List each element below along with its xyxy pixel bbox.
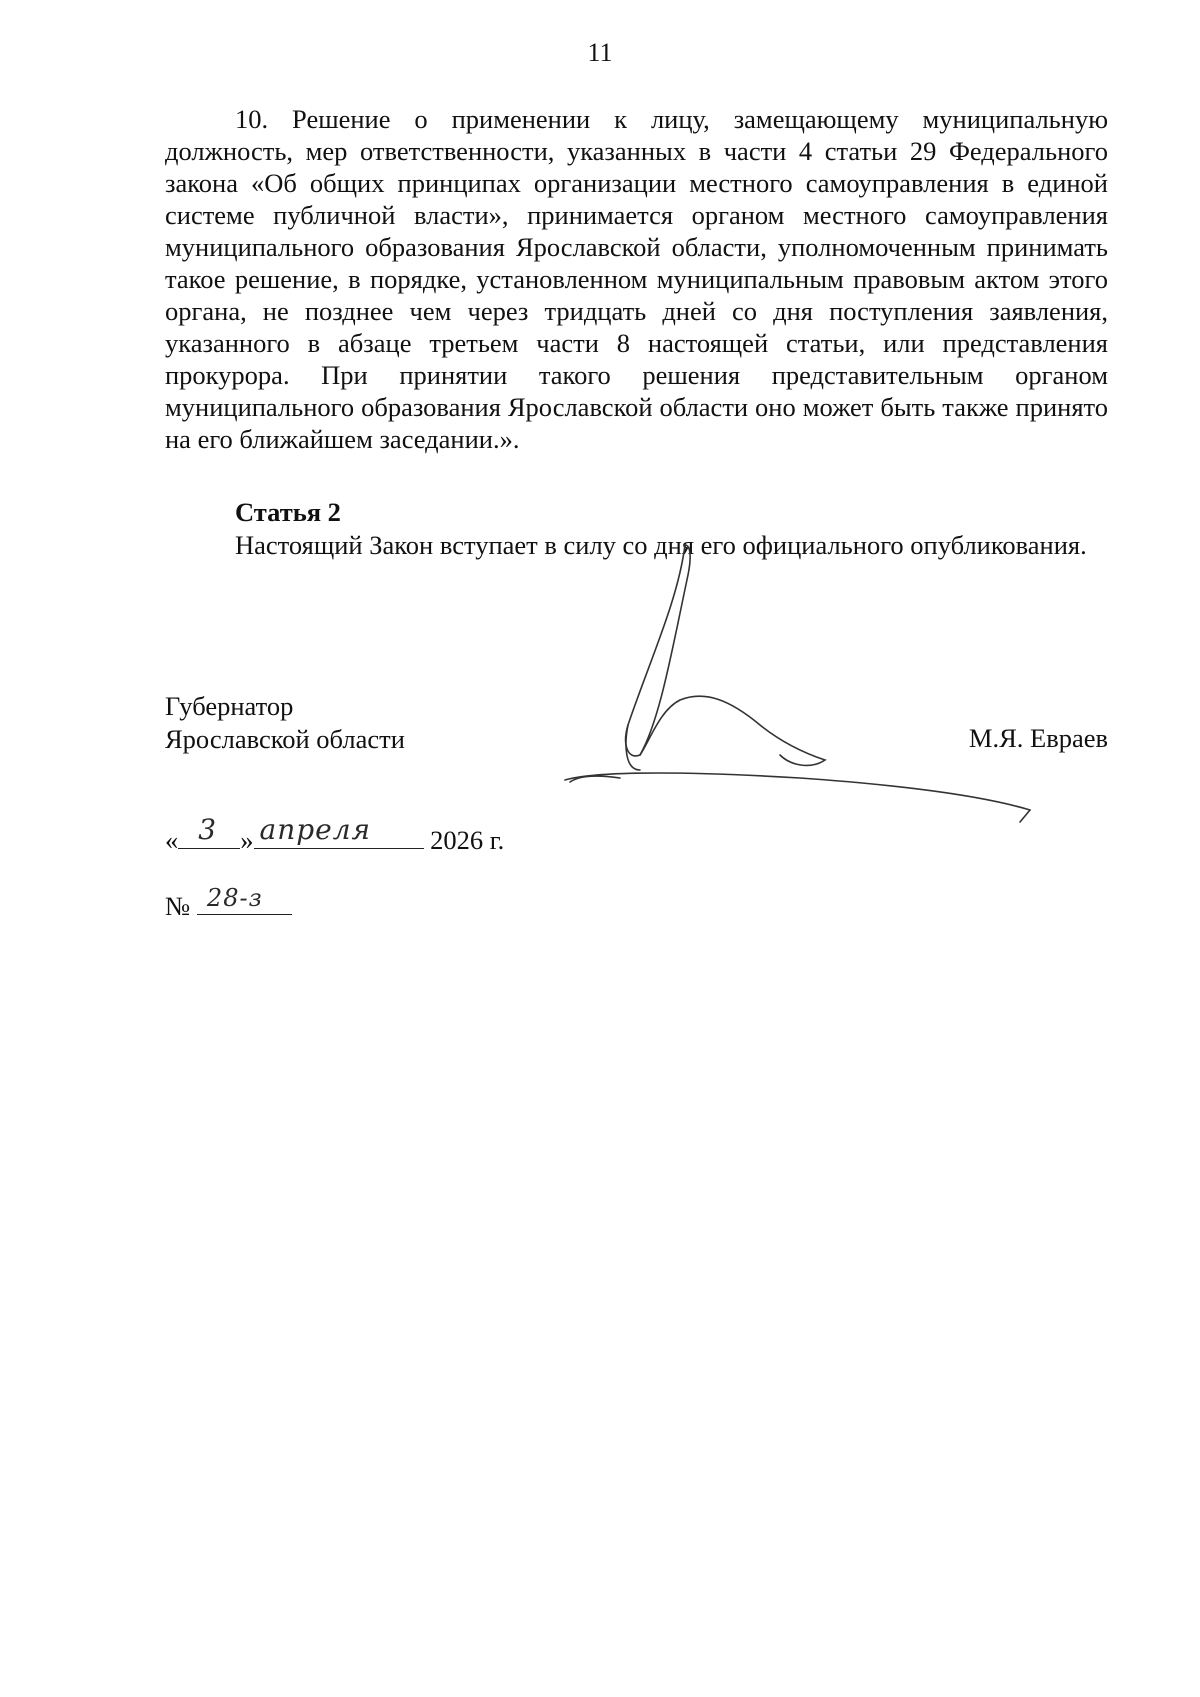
date-month: апреля	[259, 813, 372, 846]
paragraph-10: 10. Решение о применении к лицу, замещающему муниципальную должность, мер ответственности, указанных в части 4 статьи 29 Федерального закона «Об общих принципах организации местного самоуправления в единой системе публичной власти», принимается органом местного самоуправления муниципального образования Ярославской области, уполномоченным принимать такое решение, в порядке, установленном муниципальным правовым актом этого органа, не позднее чем через тридцать дней со дня поступления заявления, указанного в абзаце третьем части 8 настоящей статьи, или представления прокурора. При принятии такого решения представительным органом муниципального образования Ярославской области оно может быть также принято на его ближайшем заседании.».	[165, 104, 1108, 454]
signatory-title-line1: Губернатор	[165, 691, 294, 721]
number-label: №	[165, 891, 191, 921]
date-line	[165, 813, 505, 856]
date-month-blank	[254, 813, 424, 849]
article-2-text: Настоящий Закон вступает в силу со дня его официального опубликования.	[235, 530, 1087, 560]
date-day: 3	[198, 813, 218, 846]
number-line	[165, 884, 292, 922]
date-open-quote: «	[165, 825, 179, 855]
date-day-blank	[178, 813, 240, 849]
date-year: 2026 г.	[430, 825, 505, 855]
article-2-heading: Статья 2	[235, 497, 341, 527]
signatory-title-line2: Ярославской области	[165, 724, 405, 754]
date-close-quote: »	[240, 825, 254, 855]
number-blank	[197, 884, 292, 915]
signatory-title	[165, 690, 405, 756]
page-number: 11	[587, 38, 613, 67]
signatory-name: М.Я. Евраев	[968, 723, 1108, 753]
number-value: 28-з	[206, 884, 263, 912]
